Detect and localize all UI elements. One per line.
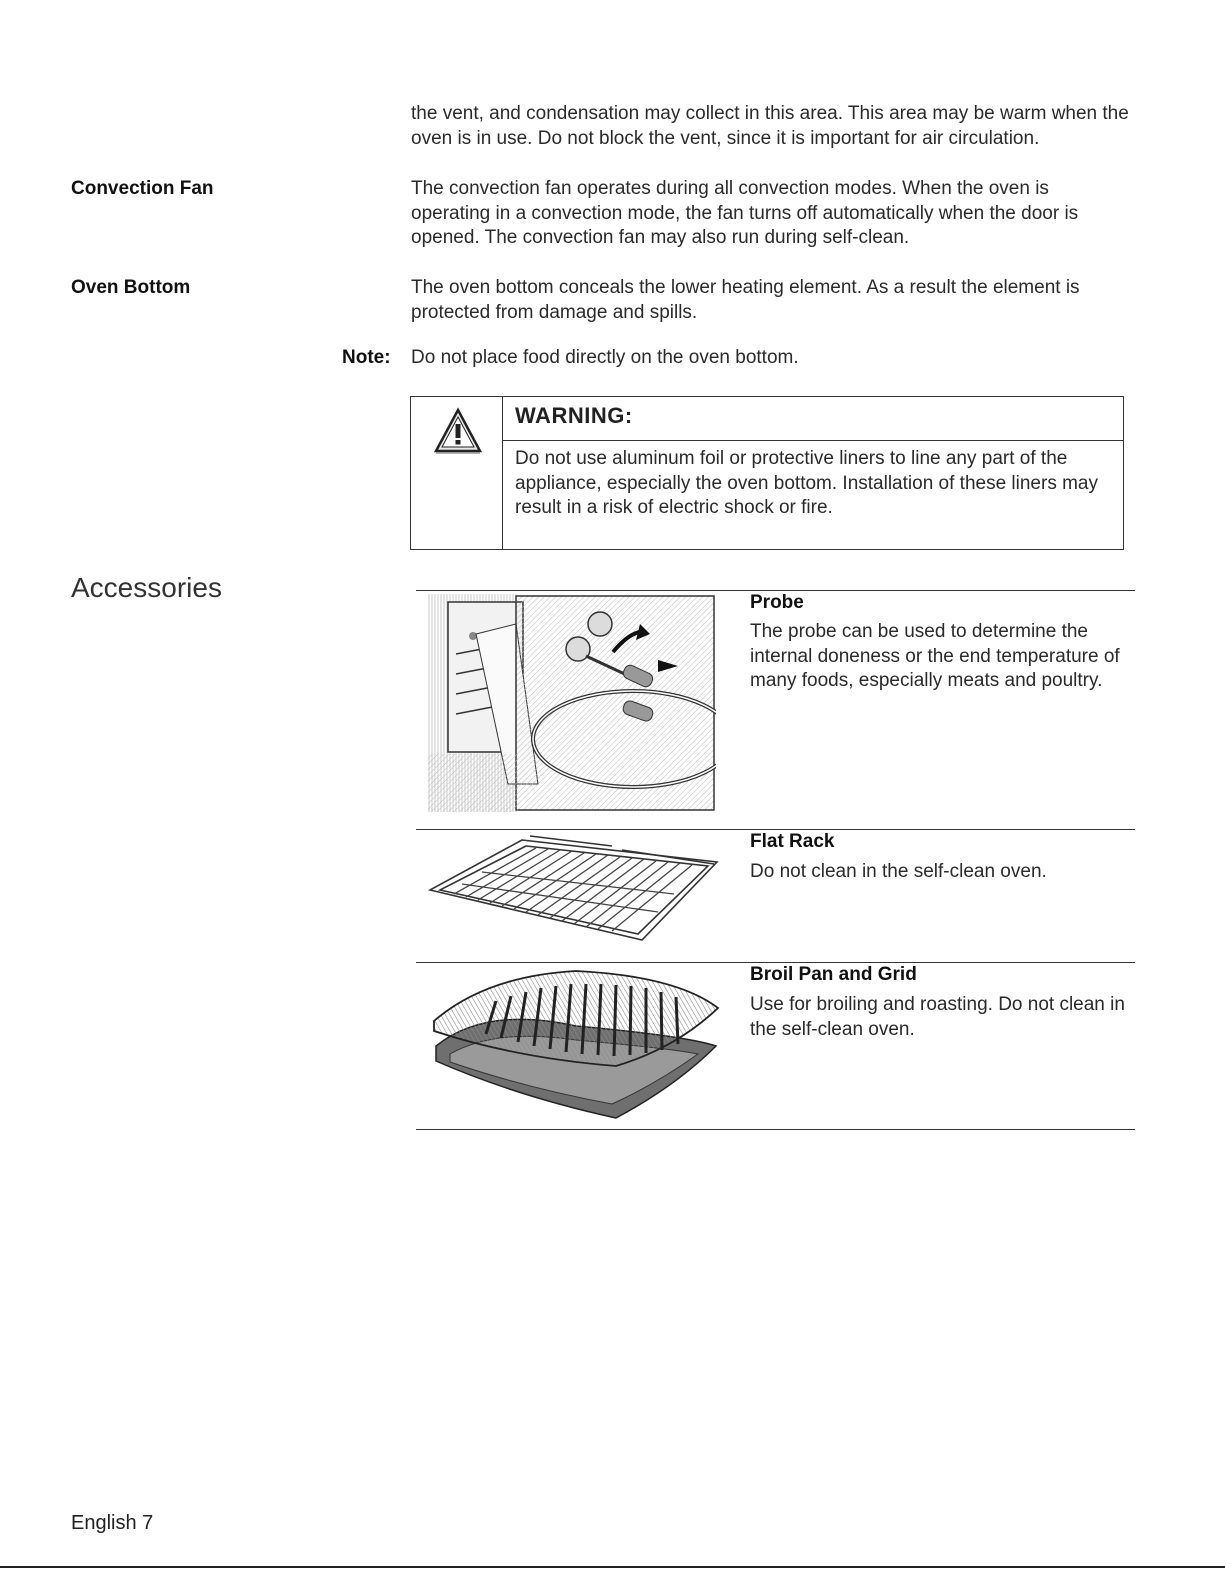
probe-description: The probe can be used to determine the internal doneness or the end temperature of many foods, especially meats and poultry. — [750, 621, 1120, 691]
broil-pan-illustration — [426, 966, 726, 1126]
note-text: Do not place food directly on the oven bottom. — [411, 347, 799, 368]
intro-paragraph: the vent, and condensation may collect in this area. This area may be warm when the oven is in use. Do not block the vent, since it is important for air circulation. — [411, 103, 1129, 149]
accessory-divider — [416, 829, 1135, 830]
convection-fan-text: The convection fan operates during all convection modes. When the oven is operating in a convection mode, the fan turns off automatically when the door is opened. The convection fan may also run during self-clean. — [411, 178, 1079, 248]
page-number: English 7 — [71, 1512, 154, 1534]
note-label: Note: — [342, 347, 391, 368]
page-bottom-rule — [0, 1566, 1225, 1568]
flat-rack-title: Flat Rack — [750, 831, 835, 852]
flat-rack-description: Do not clean in the self-clean oven. — [750, 861, 1047, 882]
accessory-divider — [416, 590, 1135, 591]
convection-fan-heading: Convection Fan — [71, 178, 214, 199]
probe-title: Probe — [750, 592, 804, 613]
accessory-divider — [416, 962, 1135, 963]
warning-divider-vertical — [502, 397, 503, 549]
warning-triangle-icon — [433, 407, 483, 455]
flat-rack-illustration — [422, 832, 722, 944]
broil-pan-description: Use for broiling and roasting. Do not clean in the self-clean oven. — [750, 994, 1125, 1040]
accessories-heading: Accessories — [71, 572, 222, 603]
probe-illustration — [428, 594, 716, 814]
warning-title: WARNING: — [515, 403, 633, 428]
broil-pan-title: Broil Pan and Grid — [750, 964, 917, 985]
accessory-divider — [416, 1129, 1135, 1130]
oven-bottom-heading: Oven Bottom — [71, 277, 191, 298]
warning-box — [410, 396, 1124, 550]
warning-divider-horizontal — [502, 440, 1123, 441]
warning-text: Do not use aluminum foil or protective liners to line any part of the appliance, especially the oven bottom. Installation of these liners may result in a risk of electric shock or fire. — [515, 448, 1098, 518]
oven-bottom-text: The oven bottom conceals the lower heating element. As a result the element is protected from damage and spills. — [411, 277, 1080, 323]
